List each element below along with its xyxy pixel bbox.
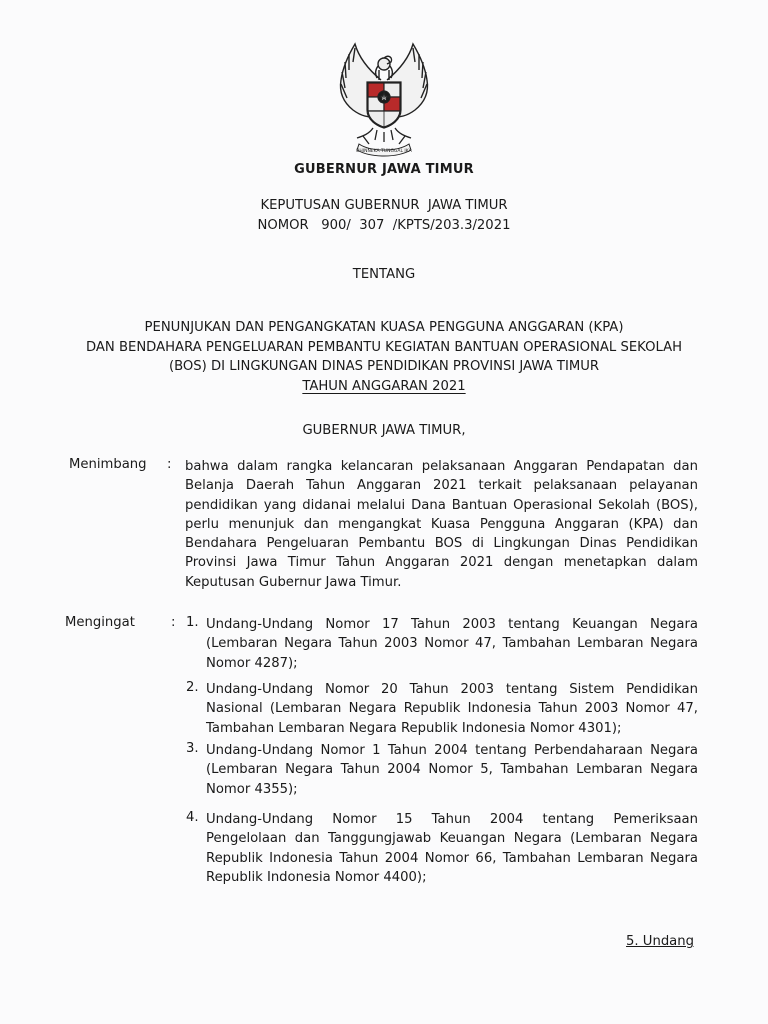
text-line: perlu menunjuk dan mengangkat Kuasa Pengguna Anggaran (KPA) dan: [185, 516, 698, 532]
item-number: 4.: [186, 810, 199, 825]
item-number: 3.: [186, 741, 199, 756]
subject-line: (BOS) DI LINGKUNGAN DINAS PENDIDIKAN PROVINSI JAWA TIMUR: [168, 359, 600, 374]
mengingat-colon: :: [171, 615, 176, 630]
mengingat-label: Mengingat: [65, 615, 135, 630]
subject-year: TAHUN ANGGARAN 2021: [302, 378, 466, 394]
text-line: (Lembaran Negara Tahun 2003 Nomor 47, Tambahan Lembaran Negara: [206, 636, 698, 652]
text-line: Tambahan Lembaran Negara Republik Indonesia Nomor 4301);: [206, 720, 622, 736]
about-heading: TENTANG: [352, 267, 416, 282]
text-line: Keputusan Gubernur Jawa Timur.: [185, 574, 402, 590]
garuda-pancasila-emblem-icon: [329, 40, 439, 158]
page-continuation-marker: 5. Undang: [626, 934, 694, 949]
governor-heading: GUBERNUR JAWA TIMUR,: [302, 423, 466, 438]
text-line: Undang-Undang Nomor 1 Tahun 2004 tentang Perbendaharaan Negara: [206, 743, 698, 758]
subject-line: PENUNJUKAN DAN PENGANGKATAN KUASA PENGGUNA ANGGARAN (KPA): [144, 320, 624, 335]
legal-basis-item-4: [206, 810, 698, 887]
menimbang-label: Menimbang: [69, 457, 147, 472]
decree-subject: [0, 318, 768, 396]
text-line: Nomor 4355);: [206, 781, 298, 797]
text-line: Undang-Undang Nomor 15 Tahun 2004 tentang Pemeriksaan: [206, 812, 698, 827]
legal-basis-item-3: [206, 741, 698, 799]
text-line: Bendahara Pengeluaran Pembantu BOS di Lingkungan Dinas Pendidikan: [185, 536, 698, 552]
legal-basis-item-2: [206, 680, 698, 738]
svg-text:BHINNEKA TUNGGAL IKA: BHINNEKA TUNGGAL IKA: [356, 149, 412, 154]
text-line: Republik Indonesia Nomor 4400);: [206, 869, 427, 885]
text-line: Nomor 4287);: [206, 655, 298, 671]
subject-line: [0, 377, 768, 397]
issuer-title: GUBERNUR JAWA TIMUR: [294, 162, 474, 177]
text-line: Undang-Undang Nomor 20 Tahun 2003 tentang Sistem Pendidikan: [206, 682, 698, 697]
text-line: (Lembaran Negara Tahun 2004 Nomor 5, Tambahan Lembaran Negara: [206, 762, 698, 778]
item-number: 1.: [186, 615, 199, 630]
text-line: Pengelolaan dan Tanggungjawab Keuangan Negara (Lembaran Negara: [206, 831, 698, 847]
text-line: Nasional (Lembaran Negara Republik Indonesia Tahun 2003 Nomor 47,: [206, 701, 698, 717]
text-line: Provinsi Jawa Timur Tahun Anggaran 2021 dengan menetapkan dalam: [185, 555, 698, 571]
decree-number: NOMOR 900/ 307 /KPTS/203.3/2021: [257, 218, 511, 233]
subject-line: DAN BENDAHARA PENGELUARAN PEMBANTU KEGIATAN BANTUAN OPERASIONAL SEKOLAH: [85, 339, 683, 355]
item-number: 2.: [186, 680, 199, 695]
decree-title: KEPUTUSAN GUBERNUR JAWA TIMUR: [260, 198, 508, 213]
text-line: Belanja Daerah Tahun Anggaran 2021 terkait pelaksanaan pelayanan: [185, 478, 698, 494]
text-line: Republik Indonesia Tahun 2004 Nomor 66, Tambahan Lembaran Negara: [206, 850, 698, 866]
text-line: pendidikan yang didanai melalui Dana Bantuan Operasional Sekolah (BOS),: [185, 497, 698, 513]
menimbang-colon: :: [167, 457, 172, 472]
legal-basis-item-1: [206, 615, 698, 673]
text-line: bahwa dalam rangka kelancaran pelaksanaan Anggaran Pendapatan dan: [185, 459, 698, 474]
menimbang-text: [185, 457, 698, 592]
text-line: Undang-Undang Nomor 17 Tahun 2003 tentang Keuangan Negara: [206, 617, 698, 632]
